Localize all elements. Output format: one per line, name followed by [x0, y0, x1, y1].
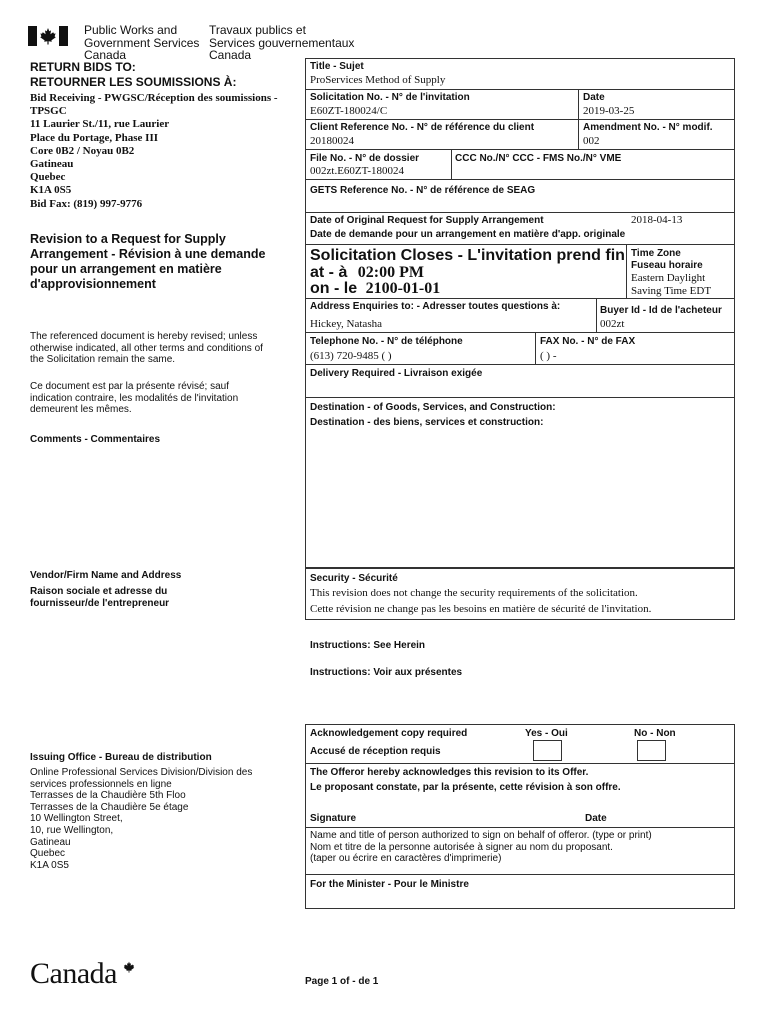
- dept-fr-line: Travaux publics et: [209, 23, 306, 37]
- bid-fax: Bid Fax: (819) 997-9776: [30, 197, 143, 210]
- revision-title: [30, 232, 300, 292]
- time-zone-label-fr: Fuseau horaire: [631, 260, 703, 271]
- revision-title-line: d'approvisionnement: [30, 277, 156, 291]
- issuing-line: Terrasses de la Chaudière 5th Floo: [30, 790, 186, 802]
- closes-on-label: on - le: [310, 280, 358, 297]
- vendor-label: Vendor/Firm Name and Address: [30, 570, 182, 581]
- ack-no-label: No - Non: [634, 728, 676, 739]
- return-bids-heading-fr: RETOURNER LES SOUMISSIONS À:: [30, 75, 237, 89]
- date-value: 2019-03-25: [583, 105, 635, 117]
- canada-wordmark: [30, 957, 140, 997]
- name-title-line: Nom et titre de la personne autorisée à signer au nom du proposant.: [310, 841, 613, 853]
- amendment-value: 002: [583, 135, 600, 147]
- issuing-line: Quebec: [30, 848, 66, 860]
- wordmark-flag-icon: [122, 961, 136, 973]
- notice-line: the Solicitation remain the same.: [30, 354, 176, 366]
- time-zone-value-2: Saving Time EDT: [631, 285, 712, 297]
- ack-yes-label: Yes - Oui: [525, 728, 568, 739]
- enquiries-value: Hickey, Natasha: [310, 318, 382, 330]
- notice-line: demeurent les mêmes.: [30, 404, 132, 416]
- security-text-fr: Cette révision ne change pas les besoins en matière de sécurité de l'invitation.: [310, 603, 652, 615]
- destination-label-fr: Destination - des biens, services et construction:: [310, 417, 544, 428]
- solicitation-label: Solicitation No. - N° de l'invitation: [310, 92, 470, 103]
- revision-title-line: pour un arrangement en matière: [30, 262, 222, 276]
- title-value: ProServices Method of Supply: [310, 74, 446, 86]
- issuing-office-address: [30, 767, 300, 871]
- revision-notice-en: [30, 331, 300, 366]
- ack-yes-checkbox[interactable]: [533, 740, 562, 761]
- offeror-acknowledgement-en: The Offeror hereby acknowledges this revision to its Offer.: [310, 767, 589, 778]
- delivery-label: Delivery Required - Livraison exigée: [310, 368, 483, 379]
- closes-date-value: 2100-01-01: [365, 280, 441, 297]
- dept-fr-line: Canada: [209, 48, 252, 62]
- title-label: Title - Sujet: [310, 61, 364, 72]
- ack-no-checkbox[interactable]: [637, 740, 666, 761]
- solicitation-closes: Solicitation Closes - L'invitation prend fin: [310, 247, 625, 264]
- vendor-label-fr: [30, 586, 169, 609]
- address-line: Quebec: [30, 171, 66, 184]
- acknowledgement-label-fr: Accusé de réception requis: [310, 746, 441, 757]
- comments-label: Comments - Commentaires: [30, 434, 161, 445]
- time-zone-value: Eastern Daylight: [631, 272, 706, 284]
- instructions-fr: Instructions: Voir aux présentes: [310, 667, 463, 678]
- dept-en-line: Public Works and: [84, 23, 178, 37]
- notice-line: otherwise indicated, all other terms and conditions of: [30, 342, 263, 354]
- address-line: Core 0B2 / Noyau 0B2: [30, 144, 135, 157]
- address-line: Place du Portage, Phase III: [30, 131, 159, 144]
- fax-value: ( ) -: [540, 350, 557, 362]
- issuing-line: Online Professional Services Division/Division des: [30, 767, 253, 778]
- time-zone-label: Time Zone: [631, 248, 681, 259]
- issuing-line: Gatineau: [30, 836, 71, 848]
- notice-line: indication contraire, les modalités de l'invitation: [30, 392, 239, 404]
- amendment-label: Amendment No. - N° modif.: [583, 122, 713, 133]
- original-request-label-fr: Date de demande pour un arrangement en matière d'app. originale: [310, 229, 626, 240]
- minister-label: For the Minister - Pour le Ministre: [310, 879, 469, 890]
- canada-flag-icon: [28, 26, 68, 46]
- bid-receiving-address: [30, 92, 300, 211]
- buyer-id-value: 002zt: [600, 318, 625, 330]
- address-line: 11 Laurier St./11, rue Laurier: [30, 118, 170, 131]
- dept-en-line: Canada: [84, 48, 127, 62]
- fax-label: FAX No. - N° de FAX: [540, 336, 636, 347]
- issuing-line: 10, rue Wellington,: [30, 824, 114, 836]
- original-request-value: 2018-04-13: [631, 214, 683, 226]
- security-text-en: This revision does not change the security requirements of the solicitation.: [310, 587, 638, 599]
- address-line: Bid Receiving - PWGSC/Réception des soumissions -: [30, 92, 278, 104]
- dept-en-line: Government Services: [84, 35, 200, 50]
- security-label: Security - Sécurité: [310, 573, 398, 584]
- acknowledgement-label: Acknowledgement copy required: [310, 728, 468, 739]
- address-line: Gatineau: [30, 158, 74, 171]
- ccc-label: CCC No./N° CCC - FMS No./N° VME: [455, 153, 622, 164]
- page-number: Page 1 of - de 1: [305, 976, 379, 987]
- telephone-value: (613) 720-9485 ( ): [310, 350, 392, 362]
- date-label: Date: [583, 92, 605, 103]
- client-ref-value: 20180024: [310, 135, 354, 147]
- buyer-id-label: Buyer Id - Id de l'acheteur: [600, 305, 722, 316]
- notice-line: Ce document est par la présente révisé; sauf: [30, 381, 229, 392]
- closes-date-row: [310, 280, 440, 298]
- offeror-acknowledgement-fr: Le proposant constate, par la présente, cette révision à son offre.: [310, 782, 621, 793]
- closes-time-value: 02:00 PM: [357, 264, 424, 281]
- issuing-line: services professionnels en ligne: [30, 778, 172, 790]
- enquiries-label: Address Enquiries to: - Adresser toutes questions à:: [310, 301, 561, 312]
- signature-label: Signature: [310, 813, 357, 824]
- client-ref-label: Client Reference No. - N° de référence du client: [310, 122, 535, 133]
- address-line: TPSGC: [30, 105, 67, 118]
- name-title-line: Name and title of person authorized to sign on behalf of offeror. (type or print): [310, 830, 652, 841]
- canada-wordmark-text: Canada: [30, 957, 117, 990]
- signature-date-label: Date: [585, 813, 607, 824]
- solicitation-value: E60ZT-180024/C: [310, 105, 388, 117]
- original-request-label: Date of Original Request for Supply Arrangement: [310, 215, 544, 226]
- department-name-en: [84, 24, 199, 62]
- revision-title-line: Revision to a Request for Supply: [30, 232, 226, 246]
- dept-fr-line: Services gouvernementaux: [209, 35, 355, 50]
- name-title-line: (taper ou écrire en caractères d'imprimerie): [310, 853, 502, 865]
- instructions-en: Instructions: See Herein: [310, 640, 426, 651]
- destination-label: Destination - of Goods, Services, and Construction:: [310, 402, 556, 413]
- gets-label: GETS Reference No. - N° de référence de SEAG: [310, 185, 536, 196]
- issuing-line: Terrasses de la Chaudière 5e étage: [30, 801, 189, 813]
- address-line: K1A 0S5: [30, 184, 72, 197]
- revision-notice-fr: [30, 381, 300, 416]
- return-bids-heading: RETURN BIDS TO:: [30, 60, 136, 74]
- issuing-line: 10 Wellington Street,: [30, 813, 123, 825]
- vendor-fr-line: Raison sociale et adresse du: [30, 586, 168, 597]
- revision-title-line: Arrangement - Révision à une demande: [30, 247, 266, 261]
- file-value: 002zt.E60ZT-180024: [310, 165, 404, 177]
- vendor-fr-line: fournisseur/de l'entrepreneur: [30, 597, 170, 609]
- notice-line: The referenced document is hereby revised; unless: [30, 331, 258, 342]
- department-name-fr: [209, 24, 354, 62]
- issuing-line: K1A 0S5: [30, 859, 69, 871]
- telephone-label: Telephone No. - N° de téléphone: [310, 336, 463, 347]
- closes-at-label: at - à: [310, 264, 348, 281]
- name-title-instructions: [310, 830, 652, 865]
- file-label: File No. - N° de dossier: [310, 153, 420, 164]
- issuing-office-label: Issuing Office - Bureau de distribution: [30, 752, 212, 763]
